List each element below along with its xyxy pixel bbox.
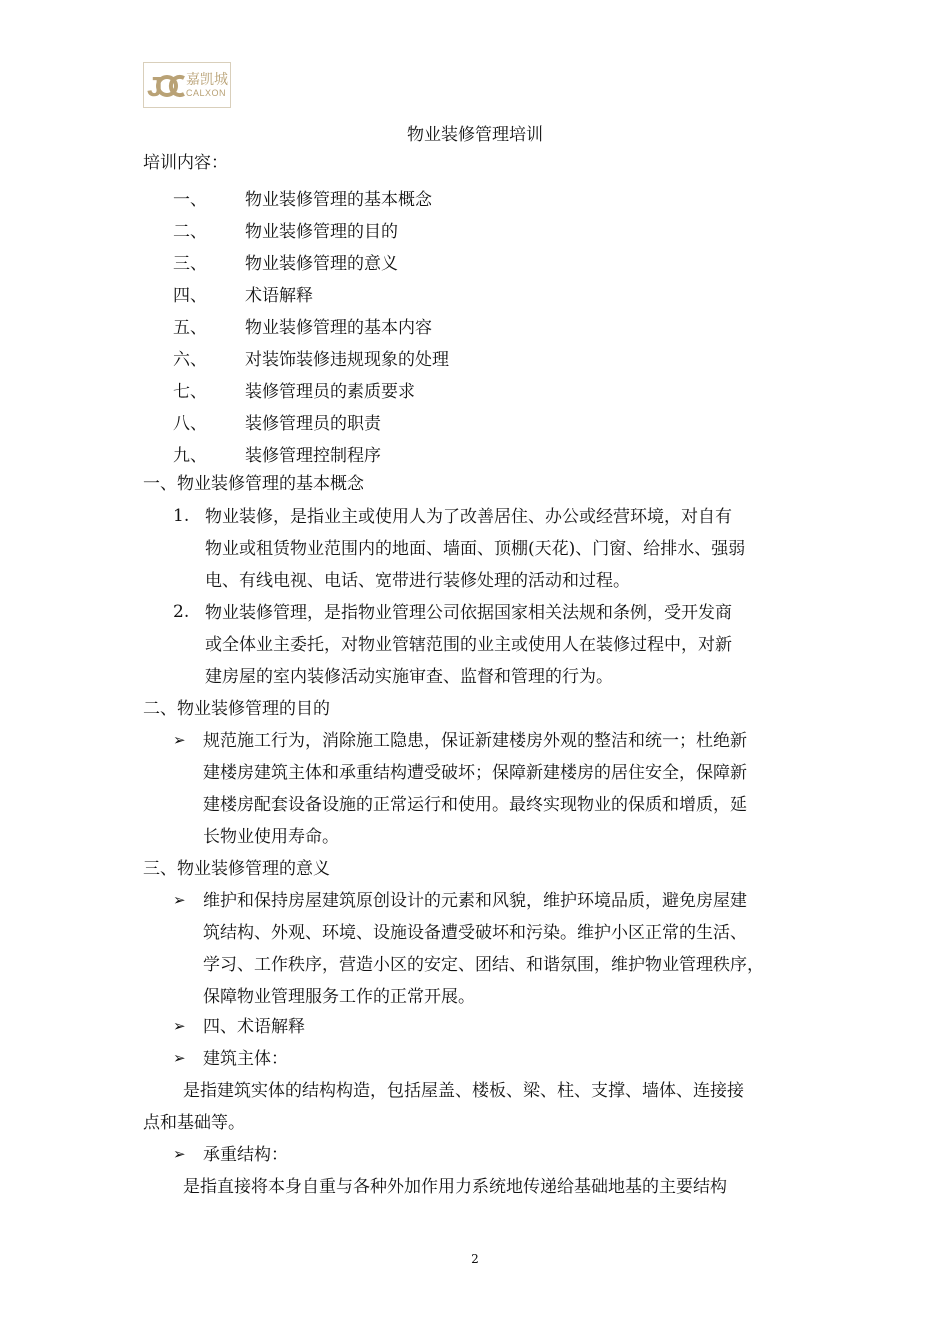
toc-item-label: 对装饰装修违规现象的处理 bbox=[245, 350, 449, 370]
toc-item-label: 装修管理员的素质要求 bbox=[245, 382, 415, 402]
toc-item-label: 术语解释 bbox=[245, 286, 313, 306]
toc-item-number: 三、 bbox=[173, 254, 207, 274]
paragraph-line: 物业装修管理，是指物业管理公司依据国家相关法规和条例，受开发商 bbox=[205, 603, 732, 623]
bullet-arrow-icon: ➢ bbox=[173, 891, 186, 909]
toc-item-number: 二、 bbox=[173, 222, 207, 242]
paragraph-line: 筑结构、外观、环境、设施设备遭受破坏和污染。维护小区正常的生活、 bbox=[203, 923, 747, 943]
paragraph-line: 物业装修，是指业主或使用人为了改善居住、办公或经营环境，对自有 bbox=[205, 507, 732, 527]
paragraph-line: 是指建筑实体的结构构造，包括屋盖、楼板、梁、柱、支撑、墙体、连接接 bbox=[183, 1081, 744, 1101]
toc-item-label: 物业装修管理的基本内容 bbox=[245, 318, 432, 338]
page-number: 2 bbox=[471, 1252, 479, 1266]
document-title: 物业装修管理培训 bbox=[407, 125, 543, 145]
logo-text-en: CALXON bbox=[186, 88, 227, 98]
paragraph-line: 建房屋的室内装修活动实施审查、监督和管理的行为。 bbox=[205, 667, 613, 687]
paragraph-line: 电、有线电视、电话、宽带进行装修处理的活动和过程。 bbox=[205, 571, 630, 591]
paragraph-line: 建楼房配套设备设施的正常运行和使用。最终实现物业的保质和增质，延 bbox=[203, 795, 747, 815]
toc-item-label: 装修管理员的职责 bbox=[245, 414, 381, 434]
bullet-arrow-icon: ➢ bbox=[173, 1049, 186, 1067]
paragraph-line: 或全体业主委托，对物业管辖范围的业主或使用人在装修过程中，对新 bbox=[205, 635, 732, 655]
list-item-marker: 1. bbox=[173, 506, 190, 526]
toc-item-label: 物业装修管理的基本概念 bbox=[245, 190, 432, 210]
toc-item-label: 物业装修管理的意义 bbox=[245, 254, 398, 274]
toc-item-label: 物业装修管理的目的 bbox=[245, 222, 398, 242]
term-label: 建筑主体： bbox=[203, 1049, 288, 1069]
section-1-heading: 一、物业装修管理的基本概念 bbox=[143, 474, 364, 494]
term-label: 承重结构： bbox=[203, 1145, 288, 1165]
bullet-arrow-icon: ➢ bbox=[173, 731, 186, 749]
bullet-arrow-icon: ➢ bbox=[173, 1145, 186, 1163]
paragraph-line: 点和基础等。 bbox=[143, 1113, 245, 1133]
toc-item-number: 五、 bbox=[173, 318, 207, 338]
toc-item-number: 四、 bbox=[173, 286, 207, 306]
section-4-heading: 四、术语解释 bbox=[203, 1017, 305, 1037]
paragraph-line: 维护和保持房屋建筑原创设计的元素和风貌，维护环境品质，避免房屋建 bbox=[203, 891, 747, 911]
paragraph-line: 规范施工行为，消除施工隐患，保证新建楼房外观的整洁和统一；杜绝新 bbox=[203, 731, 747, 751]
toc-item-number: 八、 bbox=[173, 414, 207, 434]
paragraph-line: 物业或租赁物业范围内的地面、墙面、顶棚(天花)、门窗、给排水、强弱 bbox=[205, 539, 746, 559]
paragraph-line: 长物业使用寿命。 bbox=[203, 827, 339, 847]
toc-item-label: 装修管理控制程序 bbox=[245, 446, 381, 466]
logo-text-cn: 嘉凯城 bbox=[186, 72, 228, 88]
toc-item-number: 六、 bbox=[173, 350, 207, 370]
svg-text:J: J bbox=[147, 71, 163, 102]
toc-item-number: 一、 bbox=[173, 190, 207, 210]
paragraph-line: 是指直接将本身自重与各种外加作用力系统地传递给基础地基的主要结构 bbox=[183, 1177, 727, 1197]
section-3-heading: 三、物业装修管理的意义 bbox=[143, 859, 330, 879]
toc-item-number: 七、 bbox=[173, 382, 207, 402]
paragraph-line: 学习、工作秩序，营造小区的安定、团结、和谐氛围，维护物业管理秩序， bbox=[203, 955, 764, 975]
paragraph-line: 保障物业管理服务工作的正常开展。 bbox=[203, 987, 475, 1007]
toc-item-number: 九、 bbox=[173, 446, 207, 466]
paragraph-line: 建楼房建筑主体和承重结构遭受破坏；保障新建楼房的居住安全，保障新 bbox=[203, 763, 747, 783]
section-2-heading: 二、物业装修管理的目的 bbox=[143, 699, 330, 719]
bullet-arrow-icon: ➢ bbox=[173, 1017, 186, 1035]
training-content-heading: 培训内容： bbox=[143, 153, 228, 173]
list-item-marker: 2. bbox=[173, 602, 190, 622]
